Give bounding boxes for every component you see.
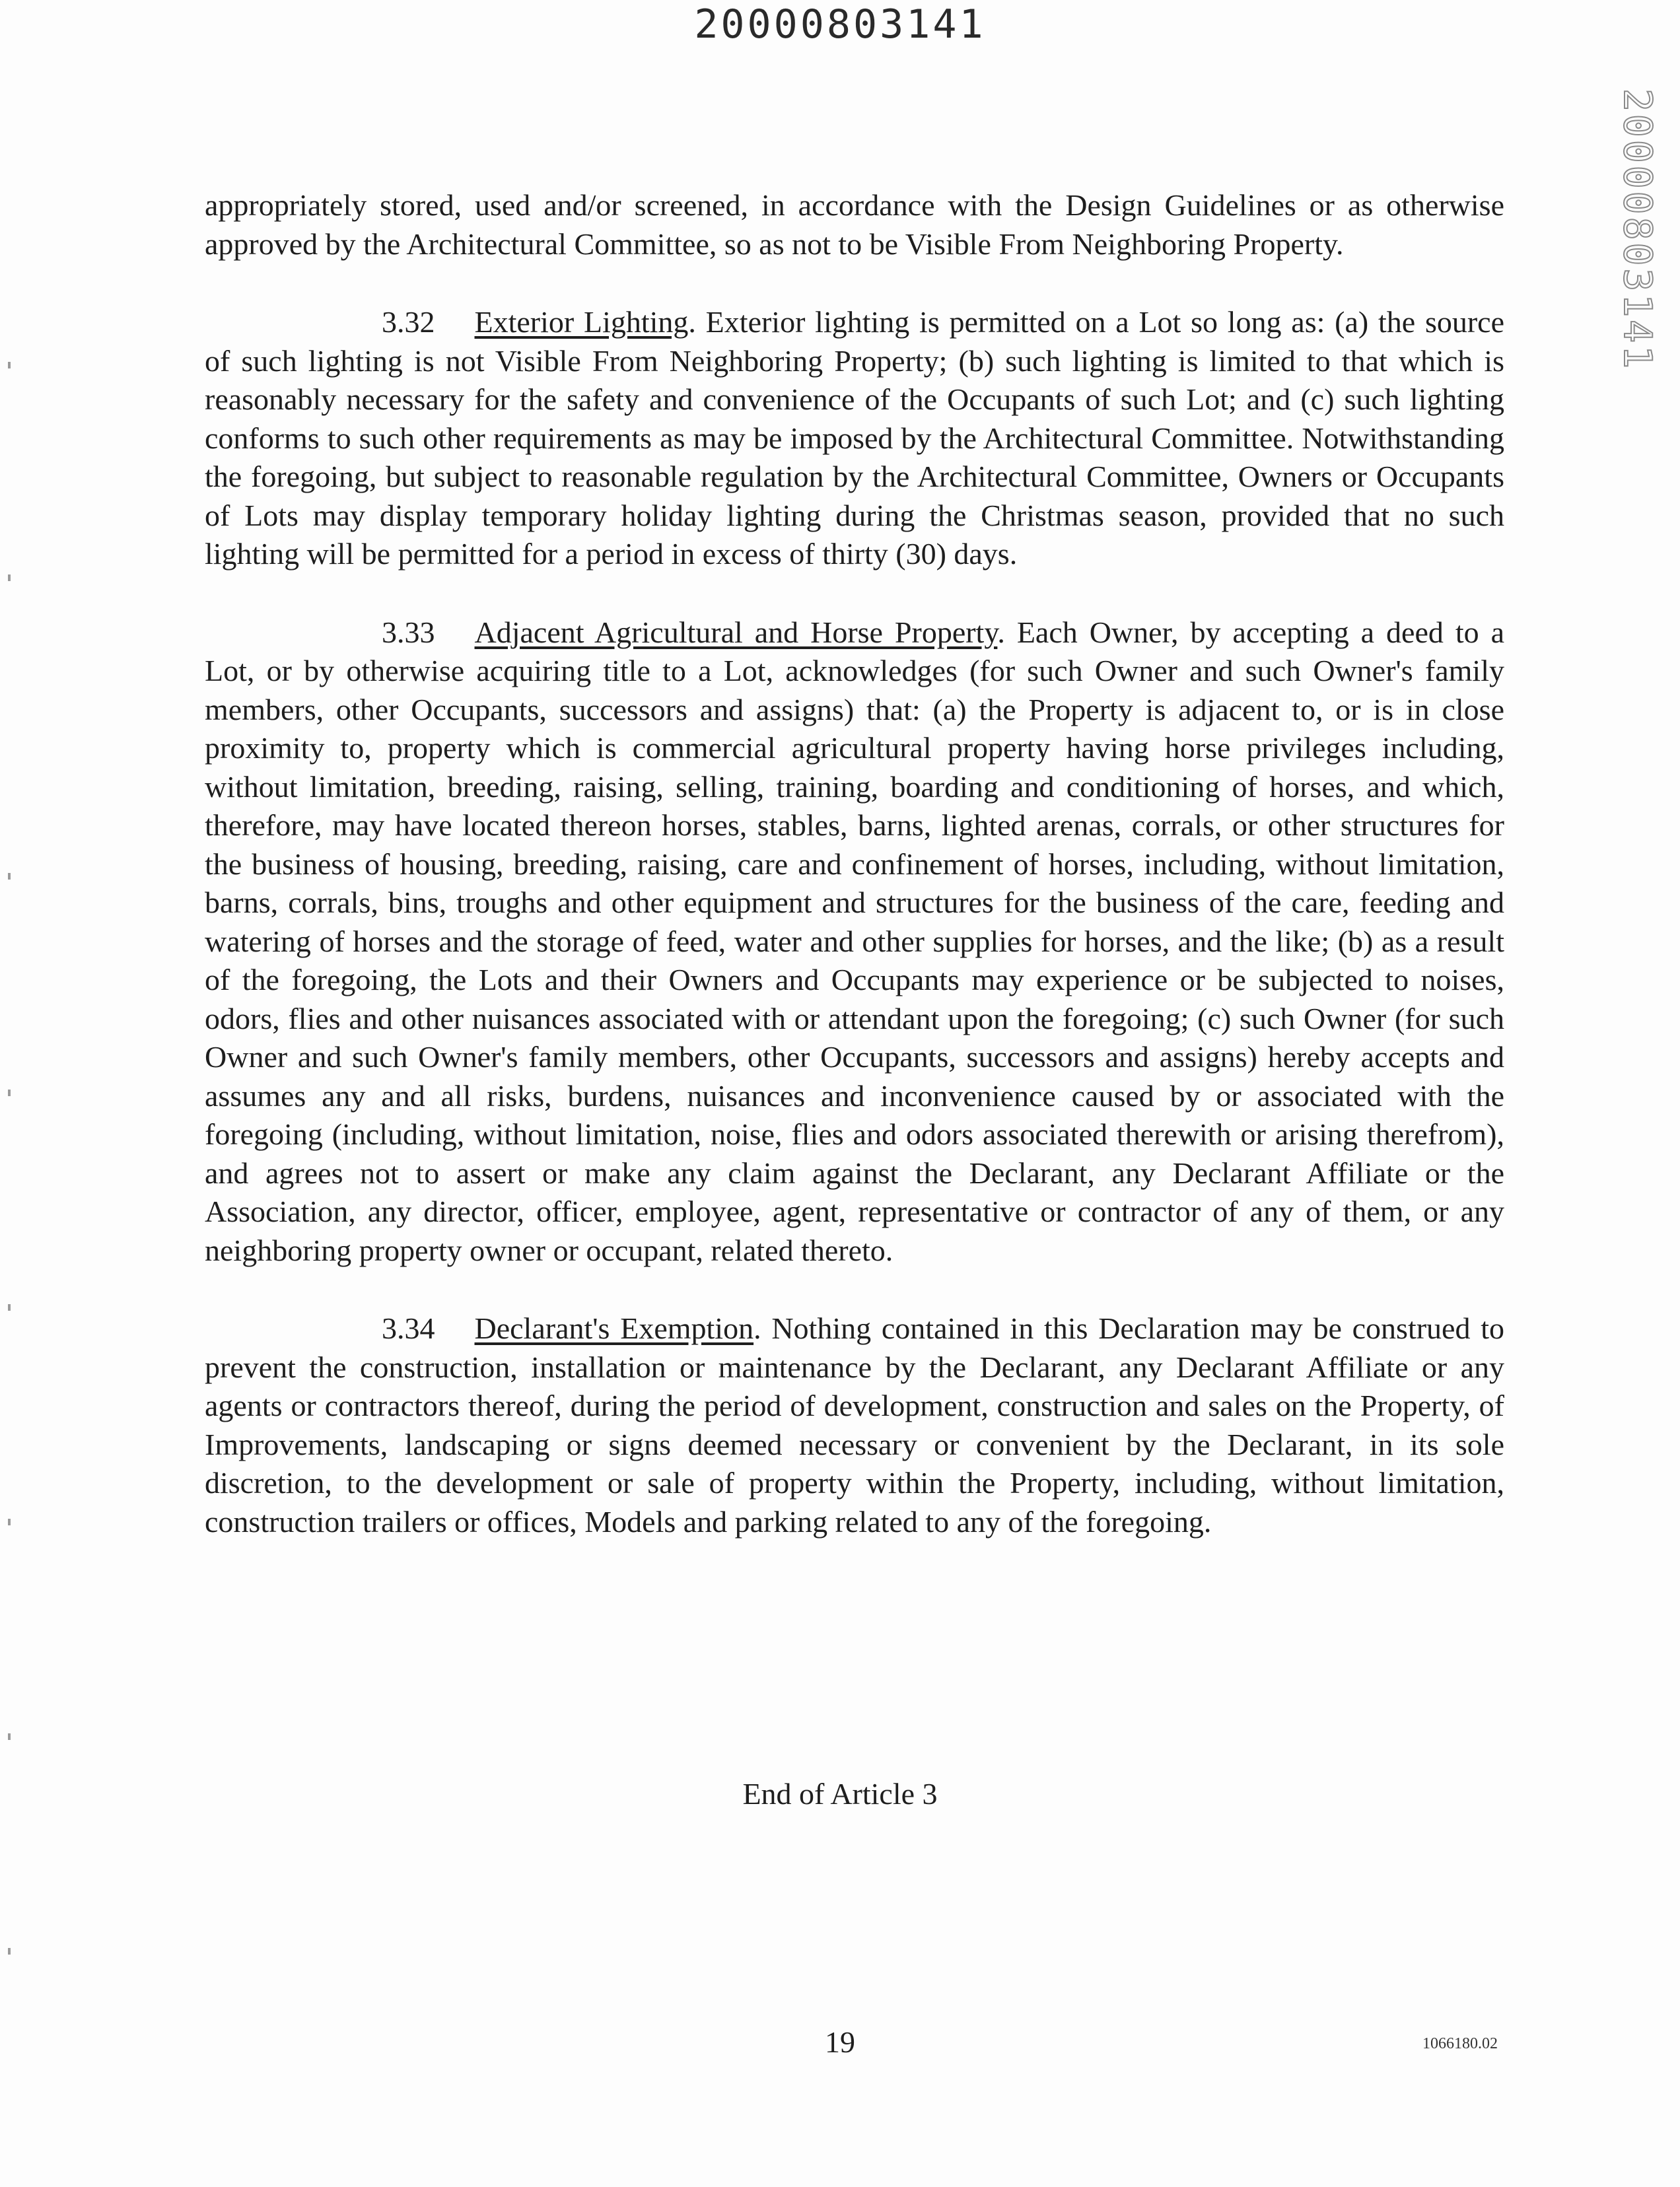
scan-mark bbox=[8, 1733, 11, 1740]
section-text: . Nothing contained in this Declaration may be construed to prevent the construction, installation or maintenance by the Declarant, any Declarant Affiliate or any agents or contractors thereof, during the period of development, construction and sales on the Property, of Improvements, landscaping or signs deemed necessary or convenient by the Declarant, in its sole discretion, to the development or sale of property within the Property, including, without limitation, construction trailers or offices, Models and parking related to any of the foregoing. bbox=[205, 1311, 1505, 1539]
section-heading: Exterior Lighting bbox=[474, 305, 689, 339]
scan-mark bbox=[8, 1948, 11, 1955]
document-body bbox=[205, 186, 1504, 1581]
scan-mark bbox=[8, 1090, 11, 1096]
continuation-paragraph: appropriately stored, used and/or screened, in accordance with the Design Guidelines or as otherwise approved by the Architectural Committee, so as not to be Visible From Neighboring Property. bbox=[205, 188, 1504, 261]
scan-mark bbox=[8, 362, 11, 368]
section-number: 3.34 bbox=[382, 1311, 435, 1345]
section-text: . Exterior lighting is permitted on a Lot so long as: (a) the source of such lighting is not Visible From Neighboring Property; (b) such lighting is limited to that which is reasonably necessary for the safety and convenience of the Occupants of such Lot; and (c) such lighting conforms to such other requirements as may be imposed by the Architectural Committee. Notwithstanding the foregoing, but subject to reasonable regulation by the Architectural Committee, Owners or Occupants of Lots may display temporary holiday lighting during the Christmas season, provided that no such lighting will be permitted for a period in excess of thirty (30) days. bbox=[205, 305, 1505, 571]
section-number: 3.33 bbox=[382, 615, 435, 649]
scan-mark bbox=[8, 873, 11, 880]
end-of-article: End of Article 3 bbox=[742, 1777, 938, 1811]
section-heading: Declarant's Exemption bbox=[474, 1311, 754, 1345]
scan-mark bbox=[8, 1304, 11, 1311]
section-heading: Adjacent Agricultural and Horse Property bbox=[474, 615, 998, 649]
section-3-32 bbox=[205, 303, 1504, 574]
section-number: 3.32 bbox=[382, 305, 435, 339]
section-text: . Each Owner, by accepting a deed to a Lot, or by otherwise acquiring title to a Lot, acknowledges (for such Owner and such Owner's family members, other Occupants, successors and assigns) that: (a) the Property is adjacent to, or is in close proximity to, property which is commercial agricultural property having horse privileges including, without limitation, breeding, raising, selling, training, boarding and conditioning of horses, and which, therefore, may have located thereon horses, stables, barns, lighted arenas, corrals, or other structures for the business of housing, breeding, raising, care and confinement of horses, including, without limitation, barns, corrals, bins, troughs and other equipment and structures for the business of the care, feeding and watering of horses and the storage of feed, water and other supplies for horses, and the like; (b) as a result of the foregoing, the Lots and their Owners and Occupants may experience or be subjected to noises, odors, flies and other nuisances associated with or attendant upon the foregoing; (c) such Owner (for such Owner and such Owner's family members, other Occupants, successors and assigns) hereby accepts and assumes any and all risks, burdens, nuisances and inconvenience caused by or associated with the foregoing (including, without limitation, noise, flies and odors associated therewith or arising therefrom), and agrees not to assert or make any claim against the Declarant, any Declarant Affiliate or the Association, any director, officer, employee, agent, representative or contractor of any of them, or any neighboring property owner or occupant, related thereto. bbox=[205, 615, 1504, 1267]
document-code: 1066180.02 bbox=[1422, 2035, 1498, 2052]
recording-number: 20000803141 bbox=[694, 1, 986, 48]
page-number: 19 bbox=[825, 2025, 855, 2059]
scan-mark bbox=[8, 574, 11, 581]
section-3-33 bbox=[205, 613, 1504, 1270]
section-3-34 bbox=[205, 1309, 1504, 1541]
scan-mark bbox=[8, 1519, 11, 1525]
side-recording-stamp: 20000803141 bbox=[1615, 88, 1660, 372]
